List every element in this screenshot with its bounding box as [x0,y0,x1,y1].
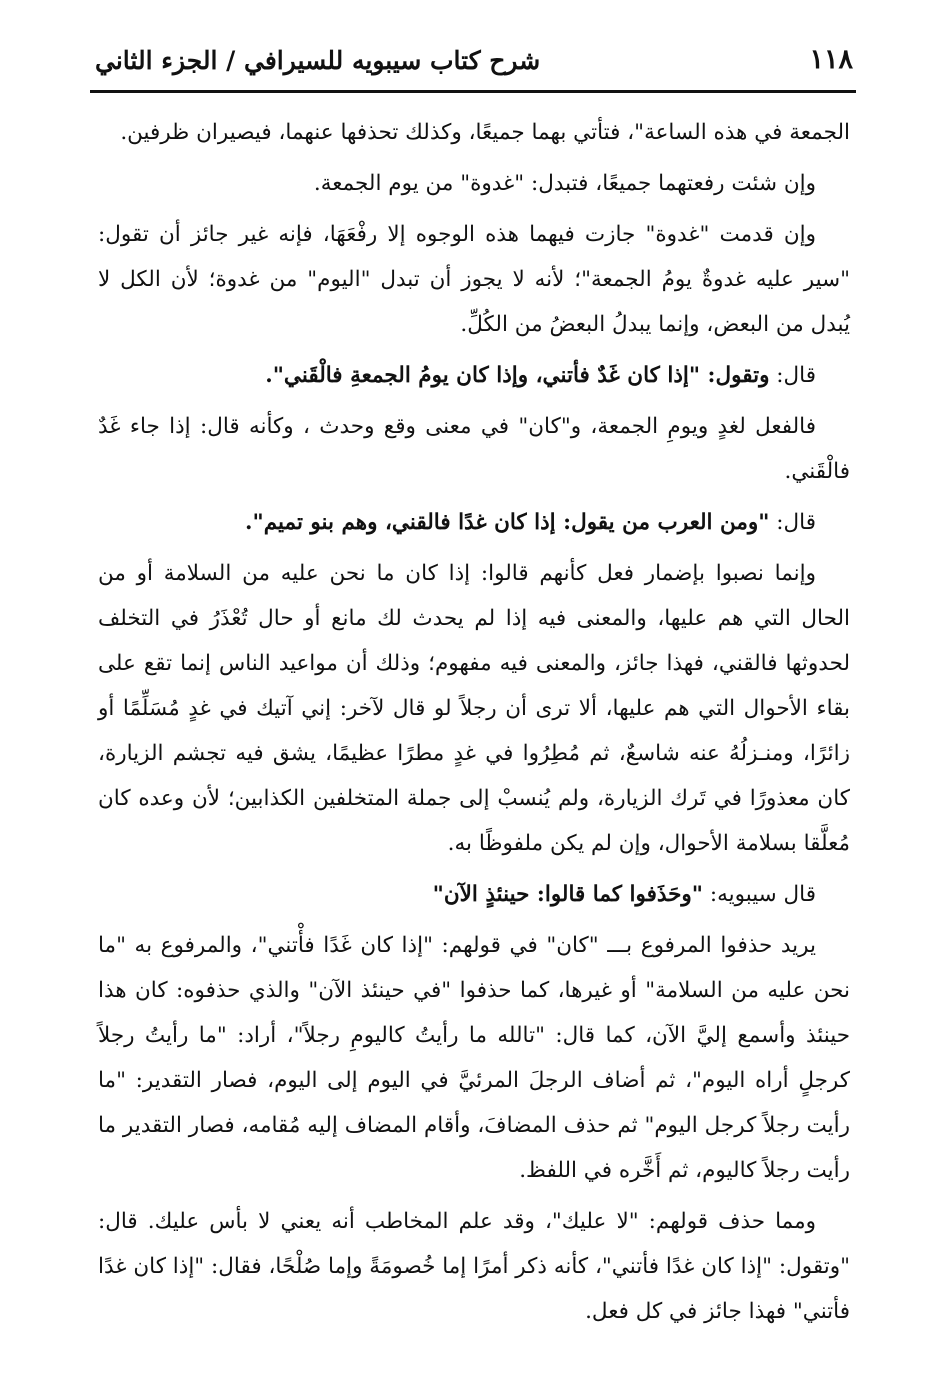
paragraph-8-quote: قال سيبويه: "وحَذَفوا كما قالوا: حينئذٍ الآن" [432,882,816,907]
paragraph-2: وإن شئت رفعتهما جميعًا، فتبدل: "غدوة" من يوم الجمعة. [313,171,816,196]
paragraph-7: وإنما نصبوا بإضمار فعل كأنهم قالوا: إذا كان ما نحن عليه من السلامة أو من الحال التي هم عليها، والمعنى فيه إذا لم يحدث لك مانع أو حال تُعْذَرُ في التخلف لحدوثها فالقني، فهذا جائز، والمعنى فيه مفهوم؛ وذلك أن مواعيد الناس إنما تقع على بقاء الأحوال التي هم عليها، ألا ترى أن رجلاً لو قال لآخر: إني آتيك في غدٍ مُسَلِّمًا أو زائرًا، ومنـزلُهُ عنه شاسعٌ، ثم مُطِرُوا في غدٍ مطرًا عظيمًا، يشق فيه تجشم الزيارة، كان معذورًا في تَرك الزيارة، ولم يُنسبْ إلى جملة المتخلفين الكذابين؛ لأن وعده كان مُعلَّقا بسلامة الأحوال، وإن لم يكن ملفوظًا به. [98,561,850,856]
paragraph-9: يريد حذفوا المرفوع بـــ "كان" في قولهم: "إذا كان غَدًا فأْتني"، والمرفوع به "ما نحن عليه من السلامة" أو غيرها، كما حذفوا "في حينئذ الآن" والذي حذفوه: كان هذا حينئذ وأسمع إليَّ الآن، كما قال: "تالله ما رأيتُ كاليومِ رجلاً"، أراد: "ما رأيتُ رجلاً كرجلٍ أراه اليوم"، ثم أضاف الرجلَ المرئيَّ في اليوم إلى اليوم، فصار التقدير: "ما رأيت رجلاً كرجل اليوم" ثم حذف المضافَ، وأقام المضاف إليه مُقامه، فصار التقدير ما رأيت رجلاً كاليوم، ثم أَخَّره في اللفظ. [98,933,850,1183]
page-header [95,40,853,80]
running-title: شرح كتاب سيبويه للسيرافي / الجزء الثاني [95,46,541,75]
paragraph-3: وإن قدمت "غدوة" جازت فيهما هذه الوجوه إلا رفْعَهَا، فإنه غير جائز أن تقول: "سير عليه غدوةٌ يومُ الجمعة"؛ لأنه لا يجوز أن تبدل "اليوم" من غدوة؛ لأن الكل لا يُبدل من البعض، وإنما يبدلُ البعضُ من الكُلِّ. [98,222,850,337]
paragraph-5: فالفعل لغدٍ ويومِ الجمعة، و"كان" في معنى وقع وحدث ، وكأنه قال: إذا جاء غَدٌ فالْقَني. [98,414,850,484]
page-body [98,110,850,1340]
paragraph-10: ومما حذف قولهم: "لا عليك"، وقد علم المخاطب أنه يعني لا بأس عليك. قال: "وتقول: "إذا كان غدًا فأتني"، كأنه ذكر أمرًا إما خُصومَةً وإما صُلْحًا، فقال: "إذا كان غدًا فأتني" فهذا جائز في كل فعل. [98,1209,850,1324]
paragraph-1: الجمعة في هذه الساعة"، فتأتي بهما جميعًا، وكذلك تحذفها عنهما، فيصيران ظرفين. [120,120,850,145]
paragraph-6-quote: قال: "ومن العرب من يقول: إذا كان غدًا فالقني، وهم بنو تميم". [245,510,816,535]
page-number: ١١٨ [809,44,853,75]
paragraph-4-quote: قال: وتقول: "إذا كان غَدٌ فأتني، وإذا كان يومُ الجمعةِ فالْقَني". [265,363,816,388]
header-rule [90,90,856,93]
